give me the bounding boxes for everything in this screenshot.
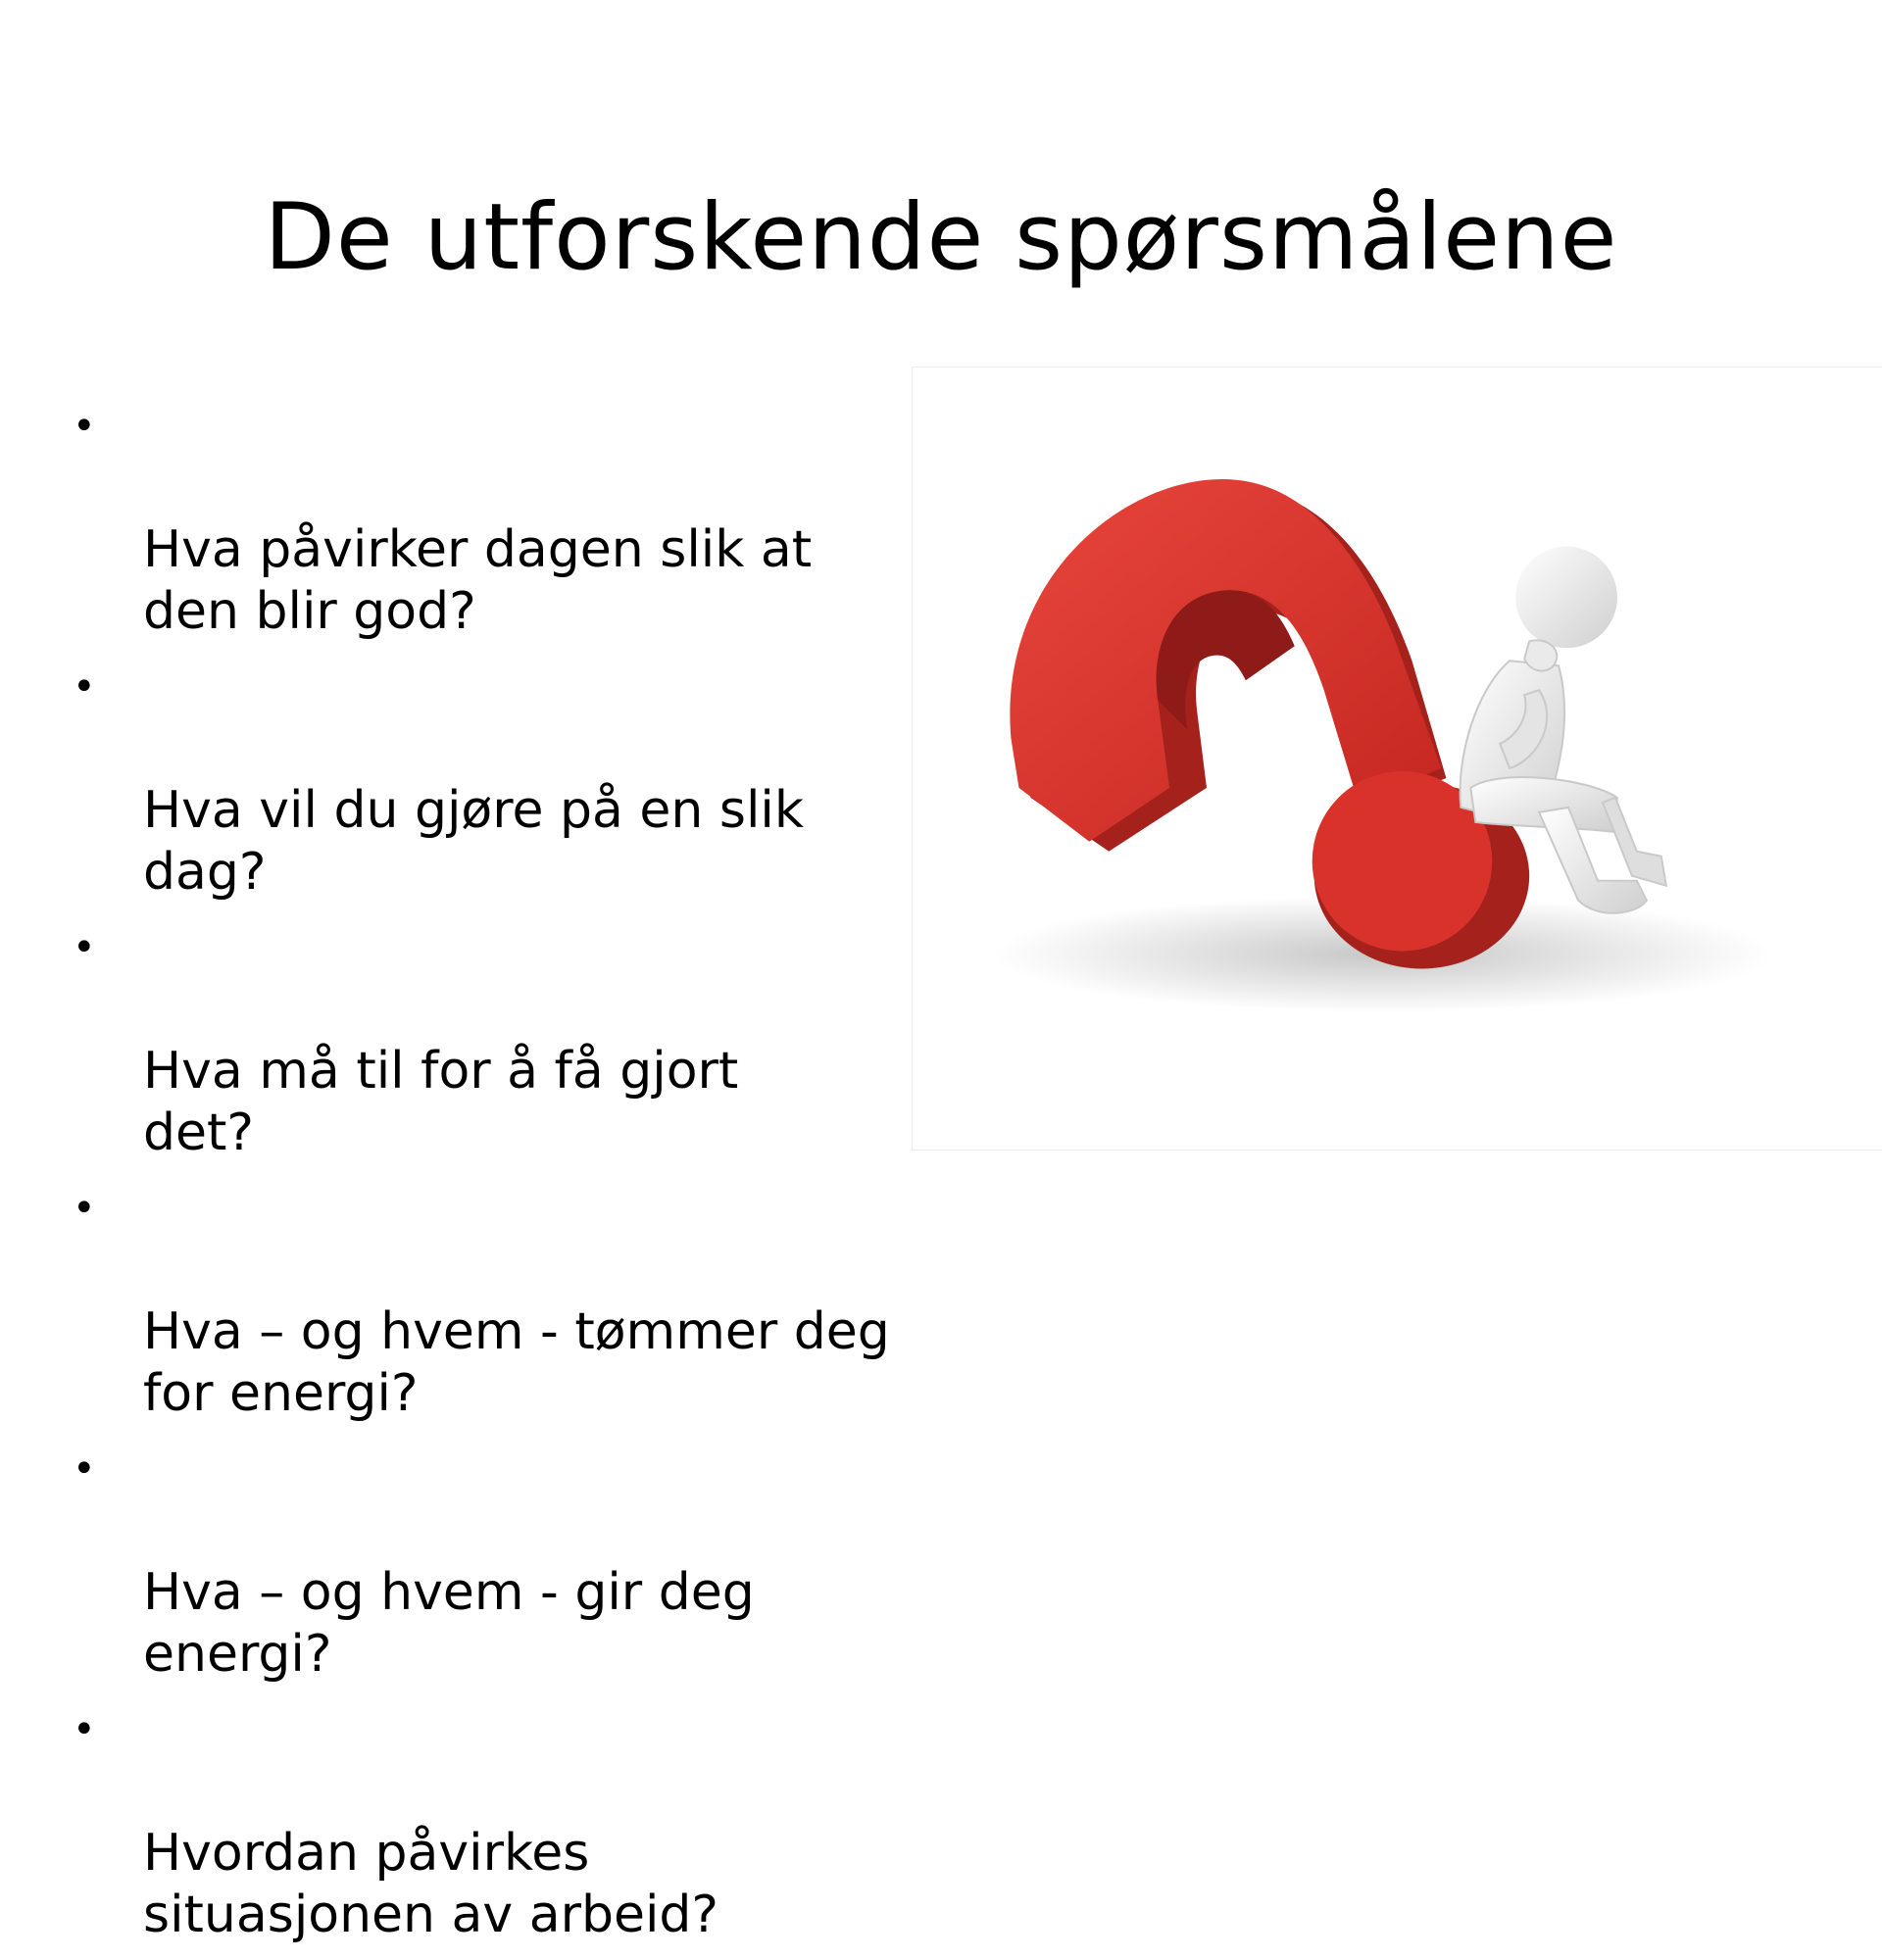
bullet-list [61,396,923,1960]
slide-title: De utforskende spørsmålene [264,183,1618,291]
bullet-icon: • [73,664,96,710]
bullet-text: Hva påvirker dagen slik at den blir god? [143,520,813,641]
list-item [61,917,923,1164]
list-item [61,1699,923,1946]
figure-hand [1524,640,1557,670]
list-item [61,1439,923,1686]
bullet-text: Hva – og hvem - gir deg energi? [143,1563,755,1684]
bullet-icon: • [73,1446,96,1492]
figure-leg-back [1603,798,1666,886]
bullet-text: Hva – og hvem - tømmer deg for energi? [143,1302,890,1423]
bullet-icon: • [73,404,96,449]
bullet-text: Hvordan påvirkes situasjonen av arbeid? [143,1824,719,1944]
list-item [61,1178,923,1425]
question-mark-thinker-icon [912,367,1882,1151]
bullet-icon: • [73,1707,96,1752]
list-item [61,396,923,643]
bullet-icon: • [73,1186,96,1231]
bullet-text: Hva vil du gjøre på en slik dag? [143,781,804,902]
bullet-text: Hva må til for å få gjort det? [143,1042,739,1162]
bullet-icon: • [73,925,96,970]
figure-head [1515,547,1617,649]
list-item [61,657,923,904]
